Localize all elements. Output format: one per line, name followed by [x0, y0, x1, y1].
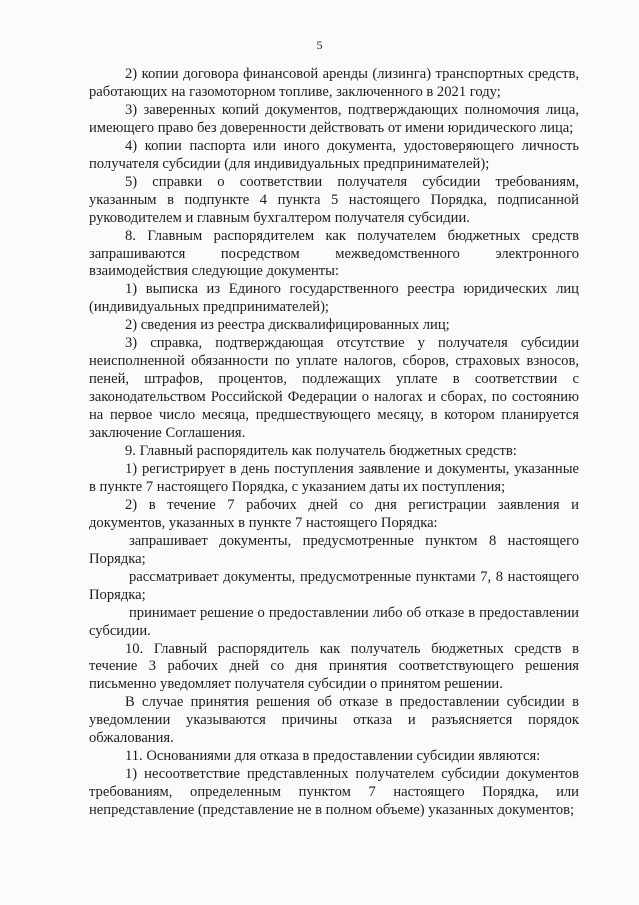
- section-11-item-1: 1) несоответствие представленных получателем субсидии документов требованиям, определенным пунктом 7 настоящего Порядка, или непредставление (представление не в полном объеме) указанных документов;: [89, 766, 579, 819]
- section-9-item-2-review: рассматривает документы, предусмотренные пунктами 7, 8 настоящего Порядка;: [89, 568, 579, 603]
- paragraph-item-5: 5) справки о соответствии получателя субсидии требованиям, указанным в подпункте 4 пункта 5 настоящего Порядка, подписанной руководителем и главным бухгалтером получателя субсидии.: [89, 173, 579, 226]
- section-9-item-2-request: запрашивает документы, предусмотренные пунктом 8 настоящего Порядка;: [89, 532, 579, 567]
- section-11: 11. Основаниями для отказа в предоставлении субсидии являются:: [125, 748, 541, 765]
- paragraph-item-4: 4) копии паспорта или иного документа, удостоверяющего личность получателя субсидии (для индивидуальных предпринимателей);: [89, 137, 579, 172]
- document-body: [89, 66, 579, 820]
- section-8-item-3: 3) справка, подтверждающая отсутствие у получателя субсидии неисполненной обязанности по уплате налогов, сборов, страховых взносов, пеней, штрафов, процентов, подлежащих уплате в соответствии с законодательством Российской Федерации о налогах и сборах, по состоянию на первое число месяца, предшествующего месяцу, в котором планируется заключение Соглашения.: [89, 335, 579, 442]
- section-8-item-1: 1) выписка из Единого государственного реестра юридических лиц (индивидуальных предпринимателей);: [89, 281, 579, 316]
- section-8-item-2: 2) сведения из реестра дисквалифицированных лиц;: [125, 317, 450, 334]
- section-10-refusal-note: В случае принятия решения об отказе в предоставлении субсидии в уведомлении указываются причины отказа и разъясняется порядок обжалования.: [89, 694, 579, 747]
- paragraph-item-2: 2) копии договора финансовой аренды (лизинга) транспортных средств, работающих на газомоторном топливе, заключенного в 2021 году;: [89, 66, 579, 100]
- section-10: 10. Главный распорядитель как получатель бюджетных средств в течение 3 рабочих дней со дня принятия соответствующего решения письменно уведомляет получателя субсидии о принятом решении.: [89, 640, 579, 693]
- section-9-item-2-decision: принимает решение о предоставлении либо об отказе в предоставлении субсидии.: [89, 604, 579, 639]
- paragraph-item-3: 3) заверенных копий документов, подтверждающих полномочия лица, имеющего право без доверенности действовать от имени юридического лица;: [89, 101, 579, 136]
- section-9-item-2: 2) в течение 7 рабочих дней со дня регистрации заявления и документов, указанных в пункте 7 настоящего Порядка:: [89, 496, 579, 531]
- section-8: 8. Главным распорядителем как получателем бюджетных средств запрашиваются посредством межведомственного электронного взаимодействия следующие документы:: [89, 227, 579, 280]
- section-9: 9. Главный распорядитель как получатель бюджетных средств:: [125, 443, 517, 460]
- section-9-item-1: 1) регистрирует в день поступления заявление и документы, указанные в пункте 7 настоящего Порядка, с указанием даты их поступления;: [89, 460, 579, 495]
- page-number: 5: [316, 38, 323, 52]
